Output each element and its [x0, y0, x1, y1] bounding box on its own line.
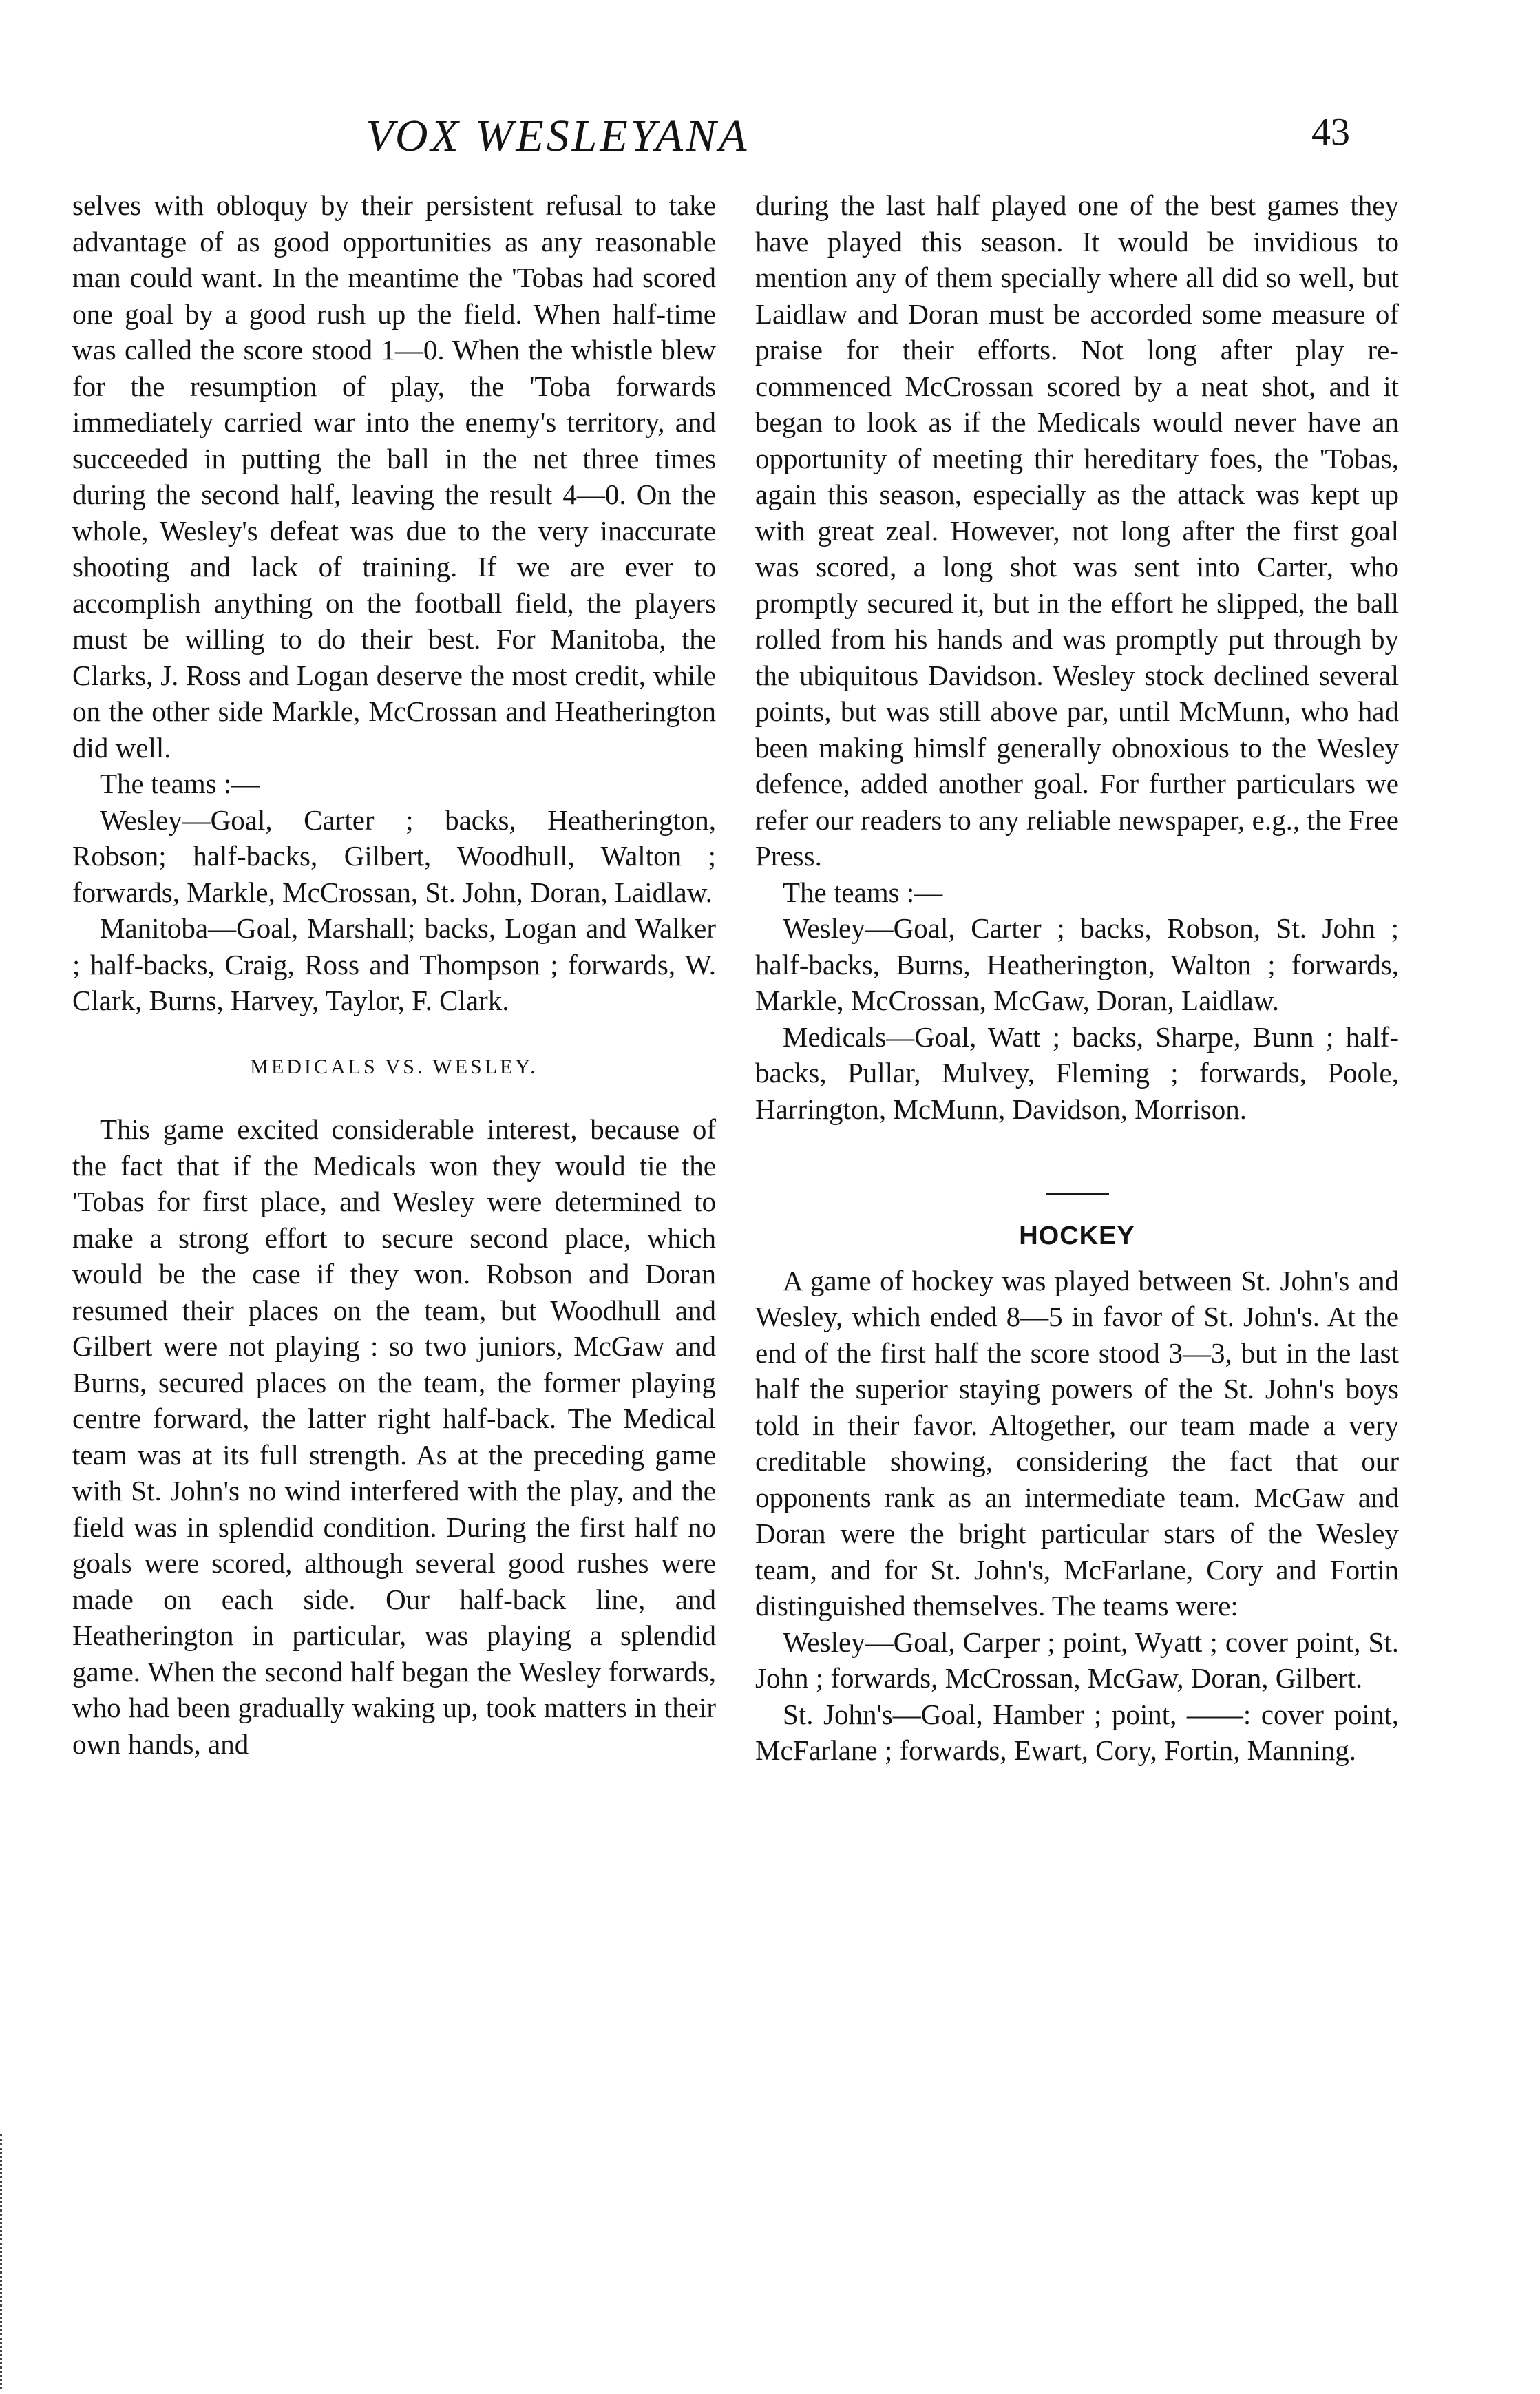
wesley-lineup-medicals: Wesley—Goal, Carter ; backs, Robson, St. John ; half-backs, Burns, Heatherington, Walton ; forwards, Markle, McCrossan, McGaw, Doran, Laidlaw. — [755, 912, 1399, 1016]
hockey-wesley-lineup: Wesley—Goal, Carper ; point, Wyatt ; cover point, St. John ; forwards, McCrossan, McGaw, Doran, Gilbert. — [755, 1626, 1399, 1694]
hockey-st-johns-lineup: St. John's—Goal, Hamber ; point, ——: cover point, McFarlane ; forwards, Ewart, Cory, Fortin, Manning. — [755, 1698, 1399, 1766]
wesley-lineup: Wesley—Goal, Carter ; backs, Heatherington, Robson; half-backs, Gilbert, Woodhull, Walton ; forwards, Markle, McCrossan, St. John, Doran, Laidlaw. — [72, 804, 716, 908]
page-header — [0, 110, 1540, 165]
section-divider — [1046, 1193, 1109, 1195]
right-column — [755, 187, 1399, 1769]
medicals-report: This game excited considerable interest, because of the fact that if the Medicals won they would tie the 'Tobas for first place, and Wesley were determined to make a strong effort to secure second place, which would be the case if they won. Robson and Doran resumed their places on the team, but Woodhull and Gilbert were not playing : so two juniors, McGaw and Burns, secured places on the team, the former playing centre forward, the latter right half-back. The Medical team was at its full strength. As at the preceding game with St. John's no wind interfered with the play, and the field was in splendid condition. During the first half no goals were scored, although several good rushes were made on each side. Our half-back line, and Heatherington in particular, was playing a splendid game. When the second half began the Wesley forwards, who had been gradually waking up, took matters in their own hands, and — [72, 1113, 716, 1760]
football-report-continued: selves with obloquy by their persistent refusal to take advantage of as good opportunities as any reasonable man could want. In the meantime the 'Tobas had scored one goal by a good rush up the field. When half-time was called the score stood 1—0. When the whistle blew for the resumption of play, the 'Toba forwards immediately carried war into the enemy's territory, and succeeded in putting the ball in the net three times during the second half, leaving the result 4—0. On the whole, Wesley's defeat was due to the very inaccurate shooting and lack of training. If we are ever to accomplish anything on the football field, the players must be willing to do their best. For Manitoba, the Clarks, J. Ross and Logan deserve the most credit, while on the other side Markle, McCrossan and Heatherington did well. — [72, 189, 716, 764]
manitoba-lineup: Manitoba—Goal, Marshall; backs, Logan and Walker ; half-backs, Craig, Ross and Thompson ; forwards, W. Clark, Burns, Harvey, Taylor, F. Clark. — [72, 912, 716, 1016]
page-number: 43 — [1311, 111, 1350, 154]
journal-title: VOX WESLEYANA — [366, 111, 750, 161]
medicals-vs-wesley-heading: MEDICALS VS. WESLEY. — [250, 1055, 538, 1078]
hockey-heading: HOCKEY — [1019, 1221, 1135, 1250]
medicals-report-continued: during the last half played one of the best games they have played this season. It would be invidious to mention any of them specially where all did so well, but Laidlaw and Doran must be accorded some measure of praise for their efforts. Not long after play re-commenced McCrossan scored by a neat shot, and it began to look as if the Medicals would never have an opportunity of meeting thir hereditary foes, the 'Tobas, again this season, especially as the attack was kept up with great zeal. However, not long after the first goal was scored, a long shot was sent into Carter, who promptly secured it, but in the effort he slipped, the ball rolled from his hands and was promptly put through by the ubiquitous Davidson. Wesley stock declined several points, but was still above par, until McMunn, who had been making himslf generally obnoxious to the Wesley defence, added another goal. For further particulars we refer our readers to any reliable newspaper, e.g., the Free Press. — [755, 189, 1399, 872]
teams-intro-medicals: The teams :— — [783, 876, 943, 908]
medicals-lineup: Medicals—Goal, Watt ; backs, Sharpe, Bunn ; half-backs, Pullar, Mulvey, Fleming ; forwards, Poole, Harrington, McMunn, Davidson, Morrison. — [755, 1020, 1399, 1125]
hockey-report: A game of hockey was played between St. John's and Wesley, which ended 8—5 in favor of St. John's. At the end of the first half the score stood 3—3, but in the last half the superior staying powers of the St. John's boys told in their favor. Altogether, our team made a very creditable showing, considering the fact that our opponents rank as an intermediate team. McGaw and Doran were the bright particular stars of the Wesley team, and for St. John's, McFarlane, Cory and Fortin distinguished themselves. The teams were: — [755, 1264, 1399, 1621]
binding-edge-mark — [0, 2134, 9, 2389]
teams-intro: The teams :— — [100, 768, 260, 799]
left-column — [72, 187, 716, 1762]
